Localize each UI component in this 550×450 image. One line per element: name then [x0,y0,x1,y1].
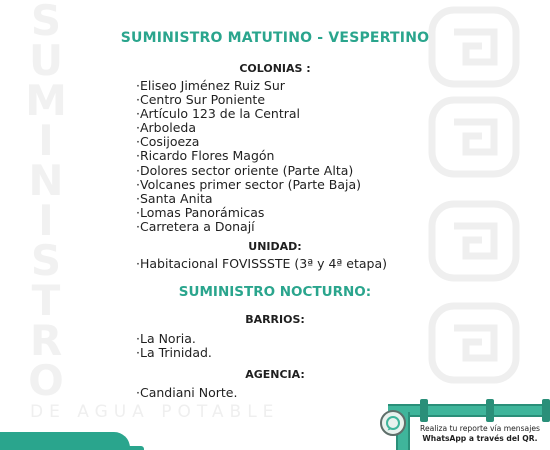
list-item: · Eliseo Jiménez Ruiz Sur [136,79,361,93]
agencia-label: AGENCIA: [245,368,305,381]
watermark-letter: M [25,76,67,125]
list-item: · Artículo 123 de la Central [136,107,361,121]
agencia-list [136,386,237,400]
list-item: · La Noria. [136,332,212,346]
list-item: · La Trinidad. [136,346,212,360]
watermark-letter: I [38,196,54,245]
list-item: · Cosijoeza [136,135,361,149]
greca-ornament-icon [424,92,524,182]
list-item: · Centro Sur Poniente [136,93,361,107]
whatsapp-report-note [410,424,550,444]
barrios-label: BARRIOS: [245,313,305,326]
list-item: · Volcanes primer sector (Parte Baja) [136,178,361,192]
report-line-2: WhatsApp a través del QR. [422,434,538,443]
watermark-letter: S [30,0,62,45]
barrios-list [136,332,212,360]
pipe-ring [486,399,494,422]
report-line-1: Realiza tu reporte vía mensajes [420,424,540,433]
pipe-ring [542,399,550,422]
colonias-list [136,79,361,234]
chat-bubble-decoration [0,432,130,450]
watermark-letter: O [28,356,64,405]
watermark-subtitle: DE AGUA POTABLE [30,402,280,422]
watermark-letter: T [31,276,61,325]
list-item: · Candiani Norte. [136,386,237,400]
watermark-letter: R [29,316,63,365]
whatsapp-icon[interactable] [380,410,406,436]
list-item: · Carretera a Donají [136,220,361,234]
night-section-title: SUMINISTRO NOCTURNO: [178,284,372,300]
watermark-letter: S [30,236,62,285]
colonias-label: COLONIAS : [239,62,311,75]
pipe-horizontal [388,404,550,417]
unidad-list [136,257,387,271]
watermark-vertical-text [22,0,70,405]
list-item: · Dolores sector oriente (Parte Alta) [136,164,361,178]
morning-section-title: SUMINISTRO MATUTINO - VESPERTINO [120,30,430,46]
list-item: · Santa Anita [136,192,361,206]
watermark-letter: N [28,156,64,205]
list-item: · Arboleda [136,121,361,135]
list-item: · Ricardo Flores Magón [136,149,361,163]
unidad-label: UNIDAD: [248,240,302,253]
list-item: · Habitacional FOVISSSTE (3ª y 4ª etapa) [136,257,387,271]
pipe-ring [420,399,428,422]
watermark-letter: I [38,116,54,165]
watermark-letter: U [28,36,64,85]
greca-ornament-icon [424,2,524,92]
list-item: · Lomas Panorámicas [136,206,361,220]
chat-bubble-tail [122,446,144,450]
